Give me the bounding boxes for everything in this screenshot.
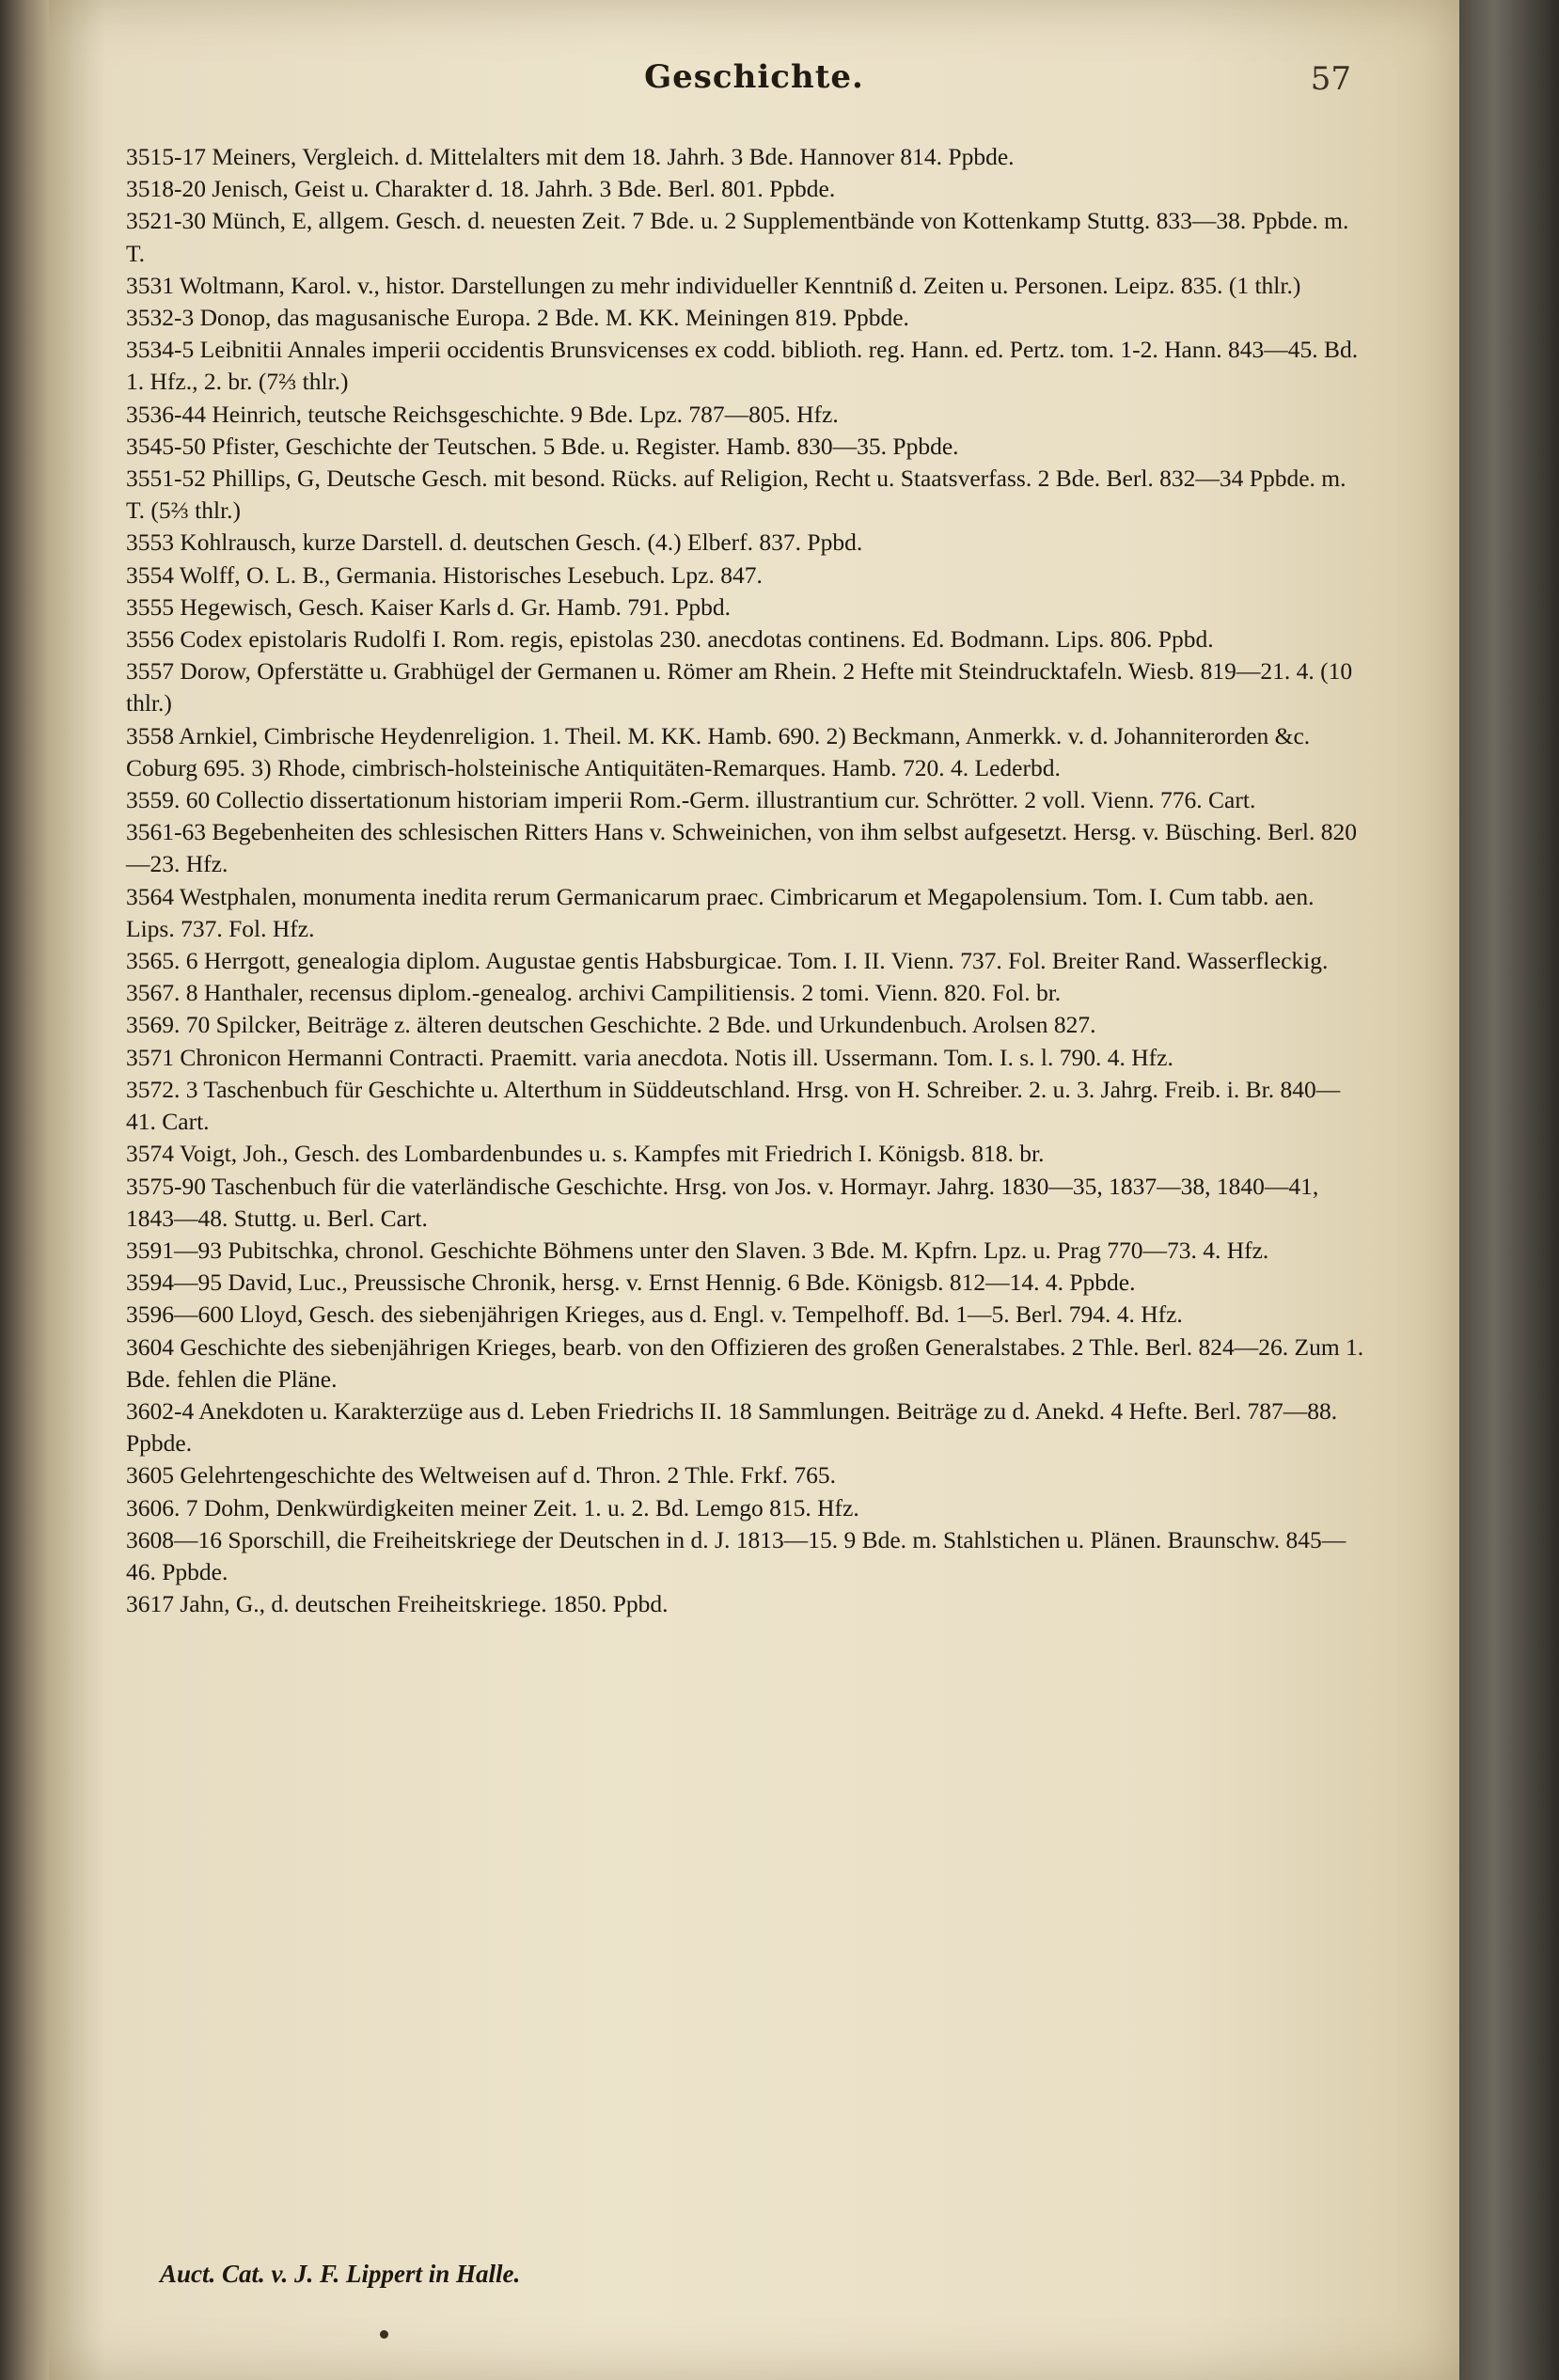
catalog-entry: 3602-4 Anekdoten u. Karakterzüge aus d. Leben Friedrichs II. 18 Sammlungen. Beiträge zu d. Anekd. 4 Hefte. Berl. 787—88. Ppbde.	[126, 1396, 1338, 1458]
catalog-entry: 3531 Woltmann, Karol. v., histor. Darstellungen zu mehr individueller Kenntniß d. Zeiten u. Personen. Leipz. 835. (1 thlr.)	[126, 271, 1301, 299]
catalog-entry: 3594—95 David, Luc., Preussische Chronik, hersg. v. Ernst Hennig. 6 Bde. Königsb. 812—14. 4. Ppbde.	[126, 1269, 1136, 1297]
catalog-entry: 3564 Westphalen, monumenta inedita rerum Germanicarum praec. Cimbricarum et Megapolensium. Tom. I. Cum tabb. aen. Lips. 737. Fol. Hfz.	[126, 882, 1315, 942]
catalog-entry: 3617 Jahn, G., d. deutschen Freiheitskriege. 1850. Ppbd.	[126, 1590, 669, 1618]
ink-dot	[380, 2330, 388, 2339]
catalog-entry: 3532-3 Donop, das magusanische Europa. 2 Bde. M. KK. Meiningen 819. Ppbde.	[126, 304, 909, 332]
book-page	[49, 0, 1459, 2380]
catalog-entry: 3559. 60 Collectio dissertationum historiam imperii Rom.-Germ. illustrantium cur. Schrötter. 2 voll. Vienn. 776. Cart.	[126, 786, 1256, 814]
catalog-entry: 3555 Hegewisch, Gesch. Kaiser Karls d. Gr. Hamb. 791. Ppbd.	[126, 592, 732, 621]
catalog-entry: 3561-63 Begebenheiten des schlesischen Ritters Hans v. Schweinichen, von ihm selbst aufgesetzt. Hersg. v. Büsching. Berl. 820—23. Hfz.	[126, 818, 1357, 878]
catalog-entry: 3545-50 Pfister, Geschichte der Teutschen. 5 Bde. u. Register. Hamb. 830—35. Ppbde.	[126, 432, 959, 460]
catalog-entry: 3606. 7 Dohm, Denkwürdigkeiten meiner Zeit. 1. u. 2. Bd. Lemgo 815. Hfz.	[126, 1493, 859, 1521]
catalog-entry: 3556 Codex epistolaris Rudolfi I. Rom. regis, epistolas 230. anecdotas continens. Ed. Bodmann. Lips. 806. Ppbd.	[126, 625, 1214, 654]
page-number: 57	[1310, 60, 1351, 98]
catalog-entry: 3605 Gelehrtengeschichte des Weltweisen auf d. Thron. 2 Thle. Frkf. 765.	[126, 1461, 836, 1489]
catalog-entry: 3557 Dorow, Opferstätte u. Grabhügel der Germanen u. Römer am Rhein. 2 Hefte mit Steindrucktafeln. Wiesb. 819—21. 4. (10 thlr.)	[126, 657, 1353, 717]
catalog-entry: 3569. 70 Spilcker, Beiträge z. älteren deutschen Geschichte. 2 Bde. und Urkundenbuch. Arolsen 827.	[126, 1011, 1096, 1039]
catalog-entry: 3591—93 Pubitschka, chronol. Geschichte Böhmens unter den Slaven. 3 Bde. M. Kpfrn. Lpz. u. Prag 770—73. 4. Hfz.	[126, 1236, 1269, 1264]
catalog-entries	[126, 141, 1367, 1620]
catalog-footer: Auct. Cat. v. J. F. Lippert in Halle.	[160, 2260, 521, 2288]
catalog-entry: 3596—600 Lloyd, Gesch. des siebenjährigen Krieges, aus d. Engl. v. Tempelhoff. Bd. 1—5. Berl. 794. 4. Hfz.	[126, 1300, 1183, 1329]
catalog-entry: 3608—16 Sporschill, die Freiheitskriege der Deutschen in d. J. 1813—15. 9 Bde. m. Stahlstichen u. Plänen. Braunschw. 845—46. Ppbde.	[126, 1525, 1346, 1585]
catalog-entry: 3521-30 Münch, E, allgem. Gesch. d. neuesten Zeit. 7 Bde. u. 2 Supplementbände von Kottenkamp Stuttg. 833—38. Ppbde. m. T.	[126, 207, 1349, 267]
catalog-entry: 3534-5 Leibnitii Annales imperii occidentis Brunsvicenses ex codd. biblioth. reg. Hann. ed. Pertz. tom. 1-2. Hann. 843—45. Bd. 1. Hfz., 2. br. (7⅔ thlr.)	[126, 336, 1359, 396]
catalog-entry: 3553 Kohlrausch, kurze Darstell. d. deutschen Gesch. (4.) Elberf. 837. Ppbd.	[126, 528, 863, 557]
catalog-entry: 3604 Geschichte des siebenjährigen Krieges, bearb. von den Offizieren des großen Generalstabes. 2 Thle. Berl. 824—26. Zum 1. Bde. fehlen die Pläne.	[126, 1332, 1364, 1393]
page-title: Geschichte.	[644, 58, 864, 96]
catalog-entry: 3574 Voigt, Joh., Gesch. des Lombardenbundes u. s. Kampfes mit Friedrich I. Königsb. 818. br.	[126, 1140, 1045, 1168]
catalog-entry: 3567. 8 Hanthaler, recensus diplom.-genealog. archivi Campilitiensis. 2 tomi. Vienn. 820. Fol. br.	[126, 979, 1062, 1007]
catalog-entry: 3572. 3 Taschenbuch für Geschichte u. Alterthum in Süddeutschland. Hrsg. von H. Schreiber. 2. u. 3. Jahrg. Freib. i. Br. 840—41. Cart.	[126, 1075, 1341, 1136]
book-edge	[1459, 0, 1559, 2380]
catalog-entry: 3558 Arnkiel, Cimbrische Heydenreligion. 1. Theil. M. KK. Hamb. 690. 2) Beckmann, Anmerkk. v. d. Johanniterorden &c. Coburg 695. 3) Rhode, cimbrisch-holsteinische Antiquitäten-Remarques. Hamb. 720. 4. Lederbd.	[126, 721, 1311, 781]
book-gutter	[0, 0, 49, 2380]
catalog-entry: 3515-17 Meiners, Vergleich. d. Mittelalters mit dem 18. Jahrh. 3 Bde. Hannover 814. Ppbde.	[126, 143, 1015, 170]
catalog-entry: 3518-20 Jenisch, Geist u. Charakter d. 18. Jahrh. 3 Bde. Berl. 801. Ppbde.	[126, 175, 836, 203]
catalog-entry: 3551-52 Phillips, G, Deutsche Gesch. mit besond. Rücks. auf Religion, Recht u. Staatsverfass. 2 Bde. Berl. 832—34 Ppbde. m. T. (5⅔ thlr.)	[126, 465, 1346, 525]
catalog-entry: 3536-44 Heinrich, teutsche Reichsgeschichte. 9 Bde. Lpz. 787—805. Hfz.	[126, 400, 839, 428]
catalog-entry: 3575-90 Taschenbuch für die vaterländische Geschichte. Hrsg. von Jos. v. Hormayr. Jahrg. 1830—35, 1837—38, 1840—41, 1843—48. Stuttg. u. Berl. Cart.	[126, 1172, 1319, 1232]
catalog-entry: 3554 Wolff, O. L. B., Germania. Historisches Lesebuch. Lpz. 847.	[126, 560, 763, 589]
catalog-entry: 3565. 6 Herrgott, genealogia diplom. Augustae gentis Habsburgicae. Tom. I. II. Vienn. 737. Fol. Breiter Rand. Wasserfleckig.	[126, 947, 1329, 975]
catalog-entry: 3571 Chronicon Hermanni Contracti. Praemitt. varia anecdota. Notis ill. Ussermann. Tom. I. s. l. 790. 4. Hfz.	[126, 1043, 1173, 1071]
